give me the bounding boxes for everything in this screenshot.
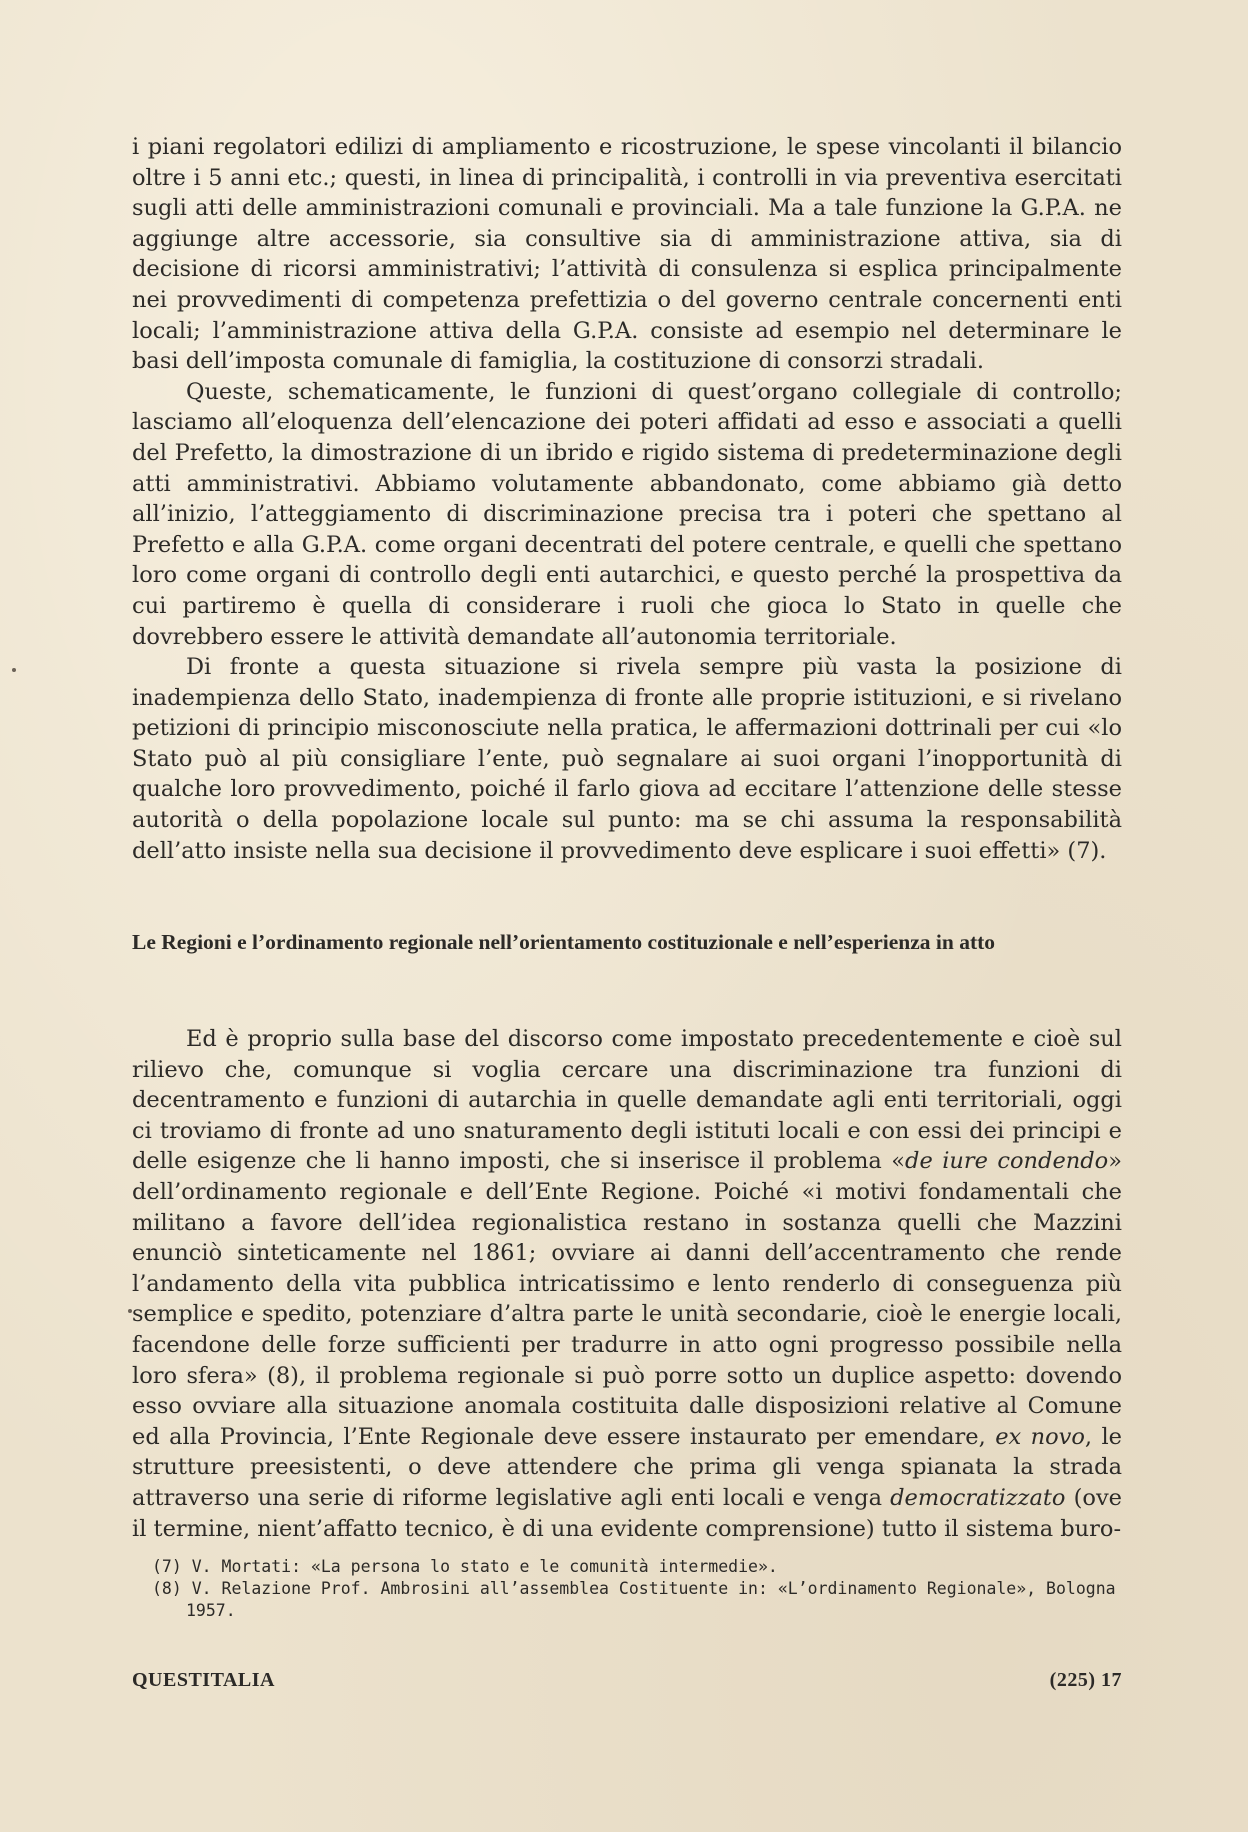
footnote-8: (8) V. Relazione Prof. Ambrosini all’assemblea Costituente in: «L’ordinamento Regionale», Bologna 1957.: [152, 1579, 1116, 1620]
paragraph-3: Di fronte a questa situazione si rivela sempre più vasta la posizione di inadempienza dello Stato, inadempienza di fronte alle proprie istituzioni, e si rivelano petizioni di principio misconosciute nella pratica, le affermazioni dottrinali per cui «lo Stato può al più consigliare l’ente, può segnalare ai suoi organi l’inopportunità di qualche loro provvedimento, poiché il farlo giova ad eccitare l’attenzione delle stesse autorità o della popolazione locale sul punto: ma se chi assuma la responsabilità dell’atto insiste nella sua decisione il provvedimento deve esplicare i suoi effetti» (7).: [132, 654, 1122, 864]
paragraph-4-end: (ove il termine, nient’affatto tecnico, è di una evidente comprensione) tutto il sistema buro-: [132, 1484, 1122, 1542]
paper-speck: [12, 668, 16, 672]
paragraph-4-start: Ed è proprio sulla base del discorso come impostato precedentemente e cioè sul rilievo che, comunque si voglia cercare una discriminazione tra funzioni di decentramento e funzioni di autarchia in quelle demandate agli enti territoriali, oggi ci troviamo di fronte ad uno snaturamento degli istituti locali e con essi dei principi e delle esigenze che li hanno imposti, che si inserisce il problema «: [132, 1026, 1122, 1175]
paragraph-2: Queste, schematicamente, le funzioni di quest’organo collegiale di controllo; lasciamo all’eloquenza dell’elencazione dei poteri affidati ad esso e associati a quelli del Prefetto, la dimostrazione di un ibrido e rigido sistema di predeterminazione degli atti amministrativi. Abbiamo volutamente abbandonato, come abbiamo già detto all’inizio, l’atteggiamento di discriminazione precisa tra i poteri che spettano al Prefetto e alla G.P.A. come organi decentrati del potere centrale, e quelli che spettano loro come organi di controllo degli enti autarchici, e questo perché la prospettiva da cui partiremo è quella di considerare i ruoli che gioca lo Stato in quelle che dovrebbero essere le attività demandate all’autonomia territoriale.: [132, 378, 1122, 650]
footnote-7: (7) V. Mortati: «La persona lo stato e le comunità intermedie».: [152, 1557, 778, 1576]
journal-name: QUESTITALIA: [132, 1669, 275, 1691]
page-footer: [132, 1669, 1122, 1692]
paragraph-4-mid-1: » dell’ordinamento regionale e dell’Ente Regione. Poiché «i motivi fondamentali che militano a favore dell’idea regionalistica restano in sostanza quelli che Mazzini enunciò sinteticamente nel 1861; ovviare ai danni dell’accentramento che rende l’andamento della vita pubblica intricatissimo e lento renderlo di conseguenza più semplice e spedito, potenziare d’altra parte le unità secondarie, cioè le energie locali, facendone delle forze sufficienti per tradurre in atto ogni progresso possibile nella loro sfera» (8), il problema regionale si può porre sotto un duplice aspetto: dovendo esso ovviare alla situazione anomala costituita dalle disposizioni relative al Comune ed alla Provincia, l’Ente Regionale deve essere instaurato per emendare,: [132, 1148, 1122, 1450]
paragraph-1: i piani regolatori edilizi di ampliamento e ricostruzione, le spese vincolanti il bilancio oltre i 5 anni etc.; questi, in linea di principalità, i controlli in via preventiva esercitati sugli atti delle amministrazioni comunali e provinciali. Ma a tale funzione la G.P.A. ne aggiunge altre accessorie, sia consultive sia di amministrazione attiva, sia di decisione di ricorsi amministrativi; l’attività di consulenza si esplica principalmente nei provvedimenti di competenza prefettizia o del governo centrale concernenti enti locali; l’amministrazione attiva della G.P.A. consiste ad esempio nel determinare le basi dell’imposta comunale di famiglia, la costituzione di consorzi stradali.: [132, 134, 1122, 375]
paper-speck: [128, 1309, 132, 1313]
italic-de-iure-condendo: de iure condendo: [905, 1148, 1109, 1175]
italic-ex-novo: ex novo: [995, 1423, 1085, 1450]
page-number: (225) 17: [1049, 1669, 1122, 1691]
footnotes: [132, 1556, 1122, 1622]
body-text-bottom: [132, 1024, 1122, 1544]
italic-democratizzato: democratizzato: [890, 1484, 1066, 1511]
paragraph-4-mid-2: , le strutture preesistenti, o deve attendere che prima gli venga spianata la strada attraverso una serie di riforme legislative agli enti locali e venga: [132, 1423, 1122, 1511]
section-heading: Le Regioni e l’ordinamento regionale nell’orientamento costituzionale e nell’esperienza in atto: [132, 930, 996, 954]
paragraph-4: [132, 1024, 1122, 1544]
body-text-top: [132, 132, 1122, 866]
